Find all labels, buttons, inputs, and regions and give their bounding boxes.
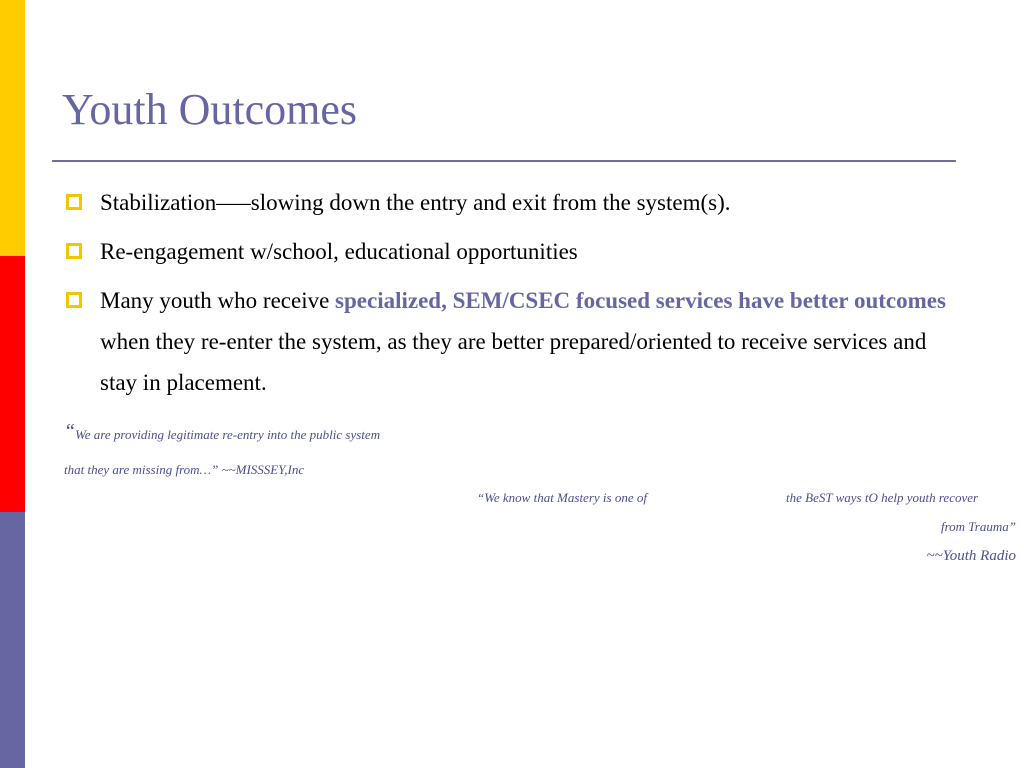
quote-open-mark: “ [64,420,76,442]
square-bullet-icon [66,292,82,308]
bullet-item [64,231,964,272]
bullet-item [64,280,964,403]
bullet-list [64,182,964,411]
slide-title: Youth Outcomes [62,85,358,134]
quote-2-part-2: the BeST ways tO help youth recover [786,490,979,505]
bullet-text-end: when they re-enter the system, as they are better prepared/oriented to receive services and stay in placement. [100,329,927,395]
square-bullet-icon [66,194,82,210]
title-divider [52,160,956,162]
quote-2-attribution: ~~Youth Radio [926,548,1016,564]
quote-2-part-3: from Trauma” [940,519,1016,534]
accent-bar-red [0,256,25,512]
accent-bar-purple [0,512,25,768]
square-bullet-icon [66,243,82,259]
bullet-item [64,182,964,223]
accent-bar-yellow [0,0,25,256]
quote-line-1 [64,420,380,443]
bullet-emphasis: specialized, SEM/CSEC focused services have better outcomes [335,288,946,313]
quote-line-2: that they are missing from…” ~~MISSSEY,Inc [64,462,305,477]
bullet-text: Stabilization—–slowing down the entry and exit from the system(s). [100,190,731,215]
bullet-text: Re-engagement w/school, educational opportunities [100,239,578,264]
bullet-text-start: Many youth who receive [100,288,336,313]
quote-2-part-1: “We know that Mastery is one of [477,490,647,505]
quote-text: We are providing legitimate re-entry into the public system [75,427,381,442]
